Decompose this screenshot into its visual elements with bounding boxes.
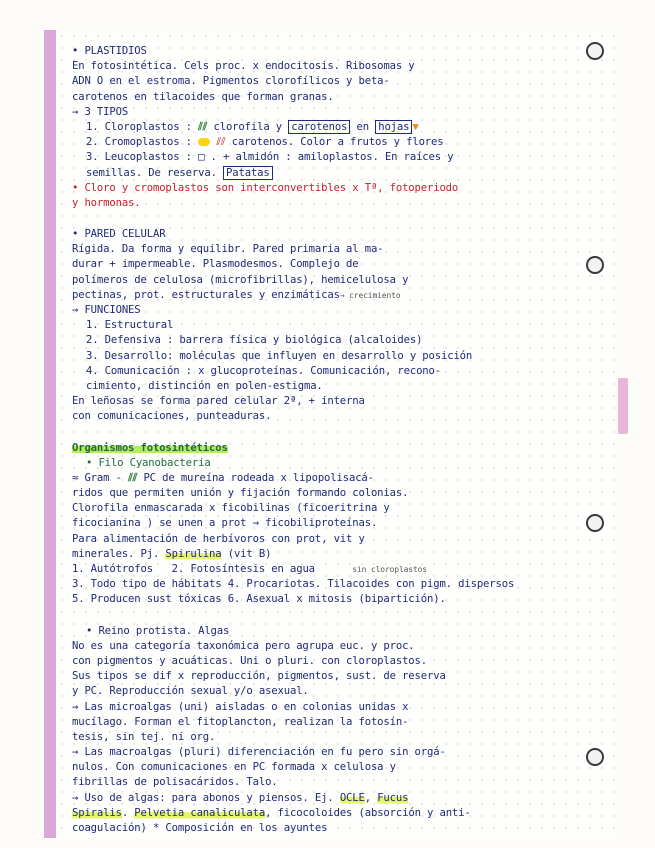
note-line: → Las microalgas (uni) aisladas o en colonias unidas x [72, 700, 409, 713]
spirulina-highlight: Spirulina [165, 547, 222, 560]
note-line: con comunicaciones, punteaduras. [72, 410, 272, 423]
comma: , [364, 791, 378, 804]
a12-text: , ficocoloides (absorción y anti- [265, 806, 471, 819]
pelvetia-highlight: Pelvetia canaliculata [134, 806, 266, 819]
note-line: polímeros de celulosa (microfibrillas), hemicelulosa y [72, 273, 409, 286]
crecimiento-note: → crecimiento [339, 290, 401, 300]
margin-strip [44, 30, 56, 838]
gram-text: ≈ Gram - [72, 471, 129, 484]
p4-text: pectinas, prot. estructurales y enzimáticas [72, 288, 340, 301]
note-line [72, 791, 602, 806]
red-note-line: y hormonas. [72, 196, 141, 209]
note-line: No es una categoría taxonómica pero agrupa euc. y proc. [72, 639, 415, 652]
fucus-highlight: Fucus [377, 791, 409, 804]
c7a-text: 1. Autótrofos [72, 563, 153, 575]
note-line: coagulación) * Composición en los ayuntes [72, 822, 328, 834]
tipo-1-en: en [350, 120, 376, 133]
funciones-heading: → FUNCIONES [72, 304, 141, 316]
funcion-line: 2. Defensiva : barrera física y biológica (alcaloides) [86, 334, 423, 347]
funcion-line: 1. Estructural [86, 319, 174, 332]
note-line: En fotosintética. Cels proc. x endocitosis. Ribosomas y [72, 60, 415, 73]
note-line: mucílago. Forman el fitoplancton, realizan la fotosín- [72, 715, 409, 728]
tipo-1-line [72, 120, 602, 135]
tipo-1-label: 1. Cloroplastos : [86, 120, 199, 133]
hojas-box: hojas [375, 120, 412, 134]
tipo-2-line [72, 135, 602, 150]
note-line: Sus tipos se dif x reproducción, pigmentos, sust. de reserva [72, 670, 446, 683]
note-line: → Las macroalgas (pluri) diferenciación en fu pero sin orgá- [72, 746, 446, 759]
note-line: ficocianina ) se unen a prot → ficobiliproteínas. [72, 517, 378, 530]
tipo-3-line: 3. Leucoplastos : □ . + almidón : amiloplastos. En raíces y [86, 151, 454, 164]
note-line [72, 806, 602, 821]
sin-cloroplastos-note: sin cloroplastos [352, 565, 427, 574]
note-line: carotenos en tilacoides que forman granas. [72, 90, 334, 103]
note-line: Rígida. Da forma y equilibr. Pared primaria al ma- [72, 243, 384, 256]
funcion-line: 3. Desarrollo: moléculas que influyen en desarrollo y posición [86, 349, 473, 362]
note-line: durar + impermeable. Plasmodesmos. Complejo de [72, 258, 359, 271]
note-line: tesis, sin tej. ni org. [72, 730, 216, 743]
note-line: ridos que permiten unión y fijación formando colonias. [72, 487, 409, 500]
page-tab-sticker [618, 378, 628, 434]
note-line: fibrillas de polisacáridos. Talo. [72, 776, 278, 789]
funcion-line: cimiento, distinción en polen-estigma. [86, 379, 323, 392]
yellow-scribble-icon [198, 138, 210, 146]
note-line: En leñosas se forma pared celular 2ª, + interna [72, 395, 365, 408]
note-line: nulos. Con comunicaciones en PC formada x celulosa y [72, 761, 396, 774]
green-scribble-icon: ⫽⫽ [198, 120, 208, 133]
tipo-2-text: carotenos. Color a frutos y flores [225, 136, 444, 149]
c7b-text: 2. Fotosíntesis en agua [171, 563, 315, 575]
tipos-heading: → 3 TIPOS [72, 105, 129, 118]
tipo-3-line-2 [72, 166, 602, 181]
algas-heading: • Reino protista. Algas [86, 624, 230, 637]
note-line [72, 471, 602, 486]
carrot-icon: ▼ [412, 120, 419, 133]
organismos-title: Organismos fotosintéticos [72, 441, 228, 454]
c6-text: minerales. Pj. [72, 547, 166, 560]
funcion-line: 4. Comunicación : x glucoproteínas. Comunicación, recono- [86, 364, 441, 377]
note-line [72, 547, 602, 562]
a11-text: → Uso de algas: para abonos y piensos. Ej. [72, 791, 340, 804]
period: . [121, 806, 135, 819]
note-line: 5. Producen sust tóxicas 6. Asexual x mitosis (bipartición). [72, 593, 446, 606]
red-scribble-icon: ⫽⫽ [210, 136, 226, 149]
tipo-2-label: 2. Cromoplastos : [86, 136, 199, 149]
vit-b-text: (vit B) [221, 547, 272, 560]
patatas-box: Patatas [223, 166, 273, 180]
note-line: 3. Todo tipo de hábitats 4. Procariotas. Tilacoides con pigm. dispersos [72, 578, 515, 591]
ocle-highlight: OCLE [339, 791, 365, 804]
red-note-line: • Cloro y cromoplastos son interconvertibles x Tª, fotoperiodo [72, 181, 459, 194]
pared-celular-heading: • PARED CELULAR [72, 228, 166, 241]
tipo-3-text: semillas. De reserva. [86, 166, 224, 179]
green-scribble-icon: ⫽⫽ [128, 471, 138, 484]
note-line: con pigmentos y acuáticas. Uni o pluri. con cloroplastos. [72, 654, 427, 667]
notes-content [72, 44, 602, 836]
carotenos-box: carotenos [288, 120, 350, 134]
cyanobacteria-heading: • Filo Cyanobacteria [86, 456, 211, 469]
plastidios-heading: • PLASTIDIOS [72, 45, 147, 57]
note-line: Clorofila enmascarada x ficobilinas (ficoeritrina y [72, 502, 390, 515]
note-line [72, 288, 602, 303]
tipo-1-text: clorofila y [207, 120, 289, 133]
spiralis-highlight: Spiralis [72, 806, 122, 819]
organismos-heading [72, 441, 602, 456]
note-line: Para alimentación de herbívoros con prot, vit y [72, 532, 365, 545]
note-line: y PC. Reproducción sexual y/o asexual. [72, 685, 309, 698]
note-line: ADN O en el estroma. Pigmentos clorofílicos y beta- [72, 75, 390, 88]
c1-text: PC de mureína rodeada x lipopolisacá- [137, 471, 374, 484]
note-line [72, 562, 602, 577]
